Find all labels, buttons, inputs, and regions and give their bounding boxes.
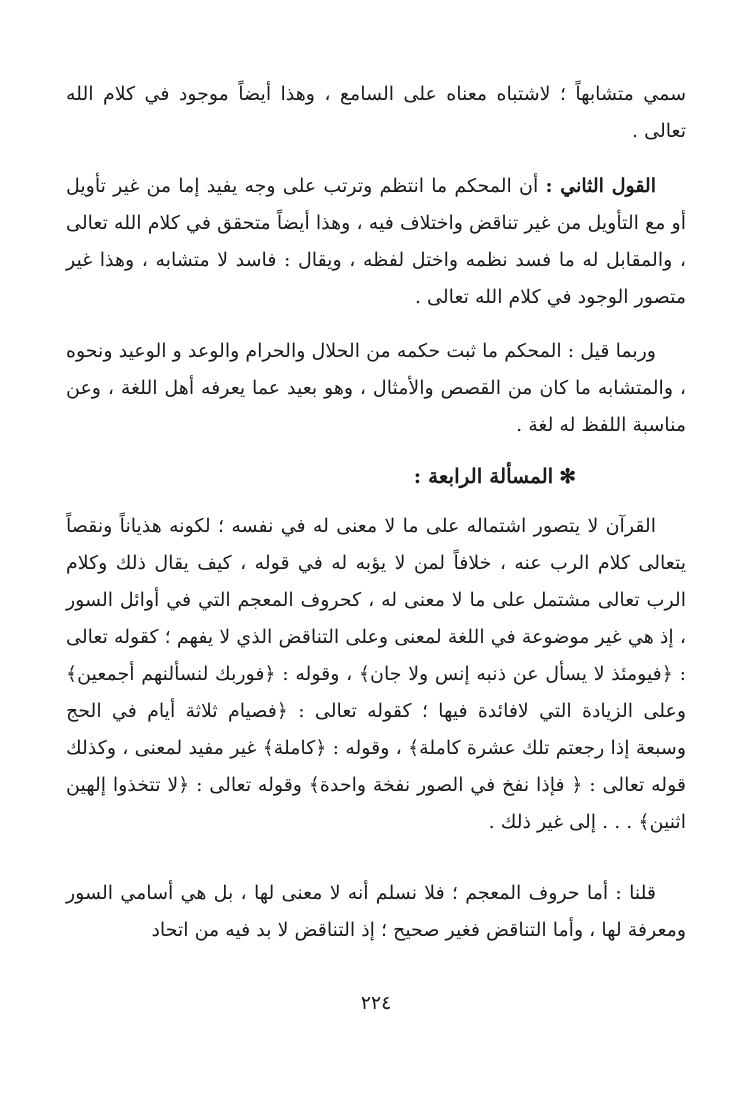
paragraph-3: وربما قيل : المحكم ما ثبت حكمه من الحلال والحرام والوعد و الوعيد ونحوه ، والمتشابه ما كان من القصص والأمثال ، وهو بعيد عما يعرفه أهل اللغة ، وعن مناسبة اللفظ له لغة . [66, 340, 686, 436]
paragraph-1: سمي متشابهاً ؛ لاشتباه معناه على السامع ، وهذا أيضاً موجود في كلام الله تعالى . [66, 83, 686, 142]
paragraph-6: قلنا : أما حروف المعجم ؛ فلا نسلم أنه لا معنى لها ، بل هي أسامي السور ومعرفة لها ، وأما التناقض فغير صحيح ؛ إذ التناقض لا بد فيه من اتحاد [66, 882, 686, 941]
section-heading [66, 458, 686, 496]
paragraph-2-body: أن المحكم ما انتظم وترتب على وجه يفيد إما من غير تأويل أو مع التأويل من غير تناقض واختلاف فيه ، وهذا أيضاً متحقق في كلام الله تعالى ، والمقابل له ما فسد نظمه واختل لفظه ، ويقال : فاسد لا متشابه ، وهذا غير متصور الوجود في كلام الله تعالى . [66, 175, 686, 308]
section-heading-text: المسألة الرابعة : [413, 464, 554, 488]
paragraph-5: القرآن لا يتصور اشتماله على ما لا معنى له في نفسه ؛ لكونه هذياناً ونقصاً يتعالى كلام الرب عنه ، خلافاً لمن لا يؤبه له في قوله ، كيف يقال ذلك وكلام الرب تعالى مشتمل على ما لا معنى له ، كحروف المعجم التي في أوائل السور ، إذ هي غير موضوعة في اللغة لمعنى وعلى التناقض الذي لا يفهم ؛ كقوله تعالى : ﴿فيومئذ لا يسأل عن ذنبه إنس ولا جان﴾ ، وقوله : ﴿فوربك لنسألنهم أجمعين﴾ وعلى الزيادة التي لافائدة فيها ؛ كقوله تعالى : ﴿فصيام ثلاثة أيام في الحج وسبعة إذا رجعتم تلك عشرة كاملة﴾ ، وقوله : ﴿كاملة﴾ غير مفيد لمعنى ، وكذلك قوله تعالى : ﴿ فإذا نفخ في الصور نفخة واحدة﴾ وقوله تعالى : ﴿لا تتخذوا إلهين اثنين﴾ . . . إلى غير ذلك . [66, 515, 686, 833]
asterisk-icon: ✻ [559, 464, 576, 488]
page-number: ٢٢٤ [360, 992, 392, 1014]
paragraph-2 [66, 168, 686, 316]
paragraph-2-lead: القول الثاني : [545, 175, 657, 197]
